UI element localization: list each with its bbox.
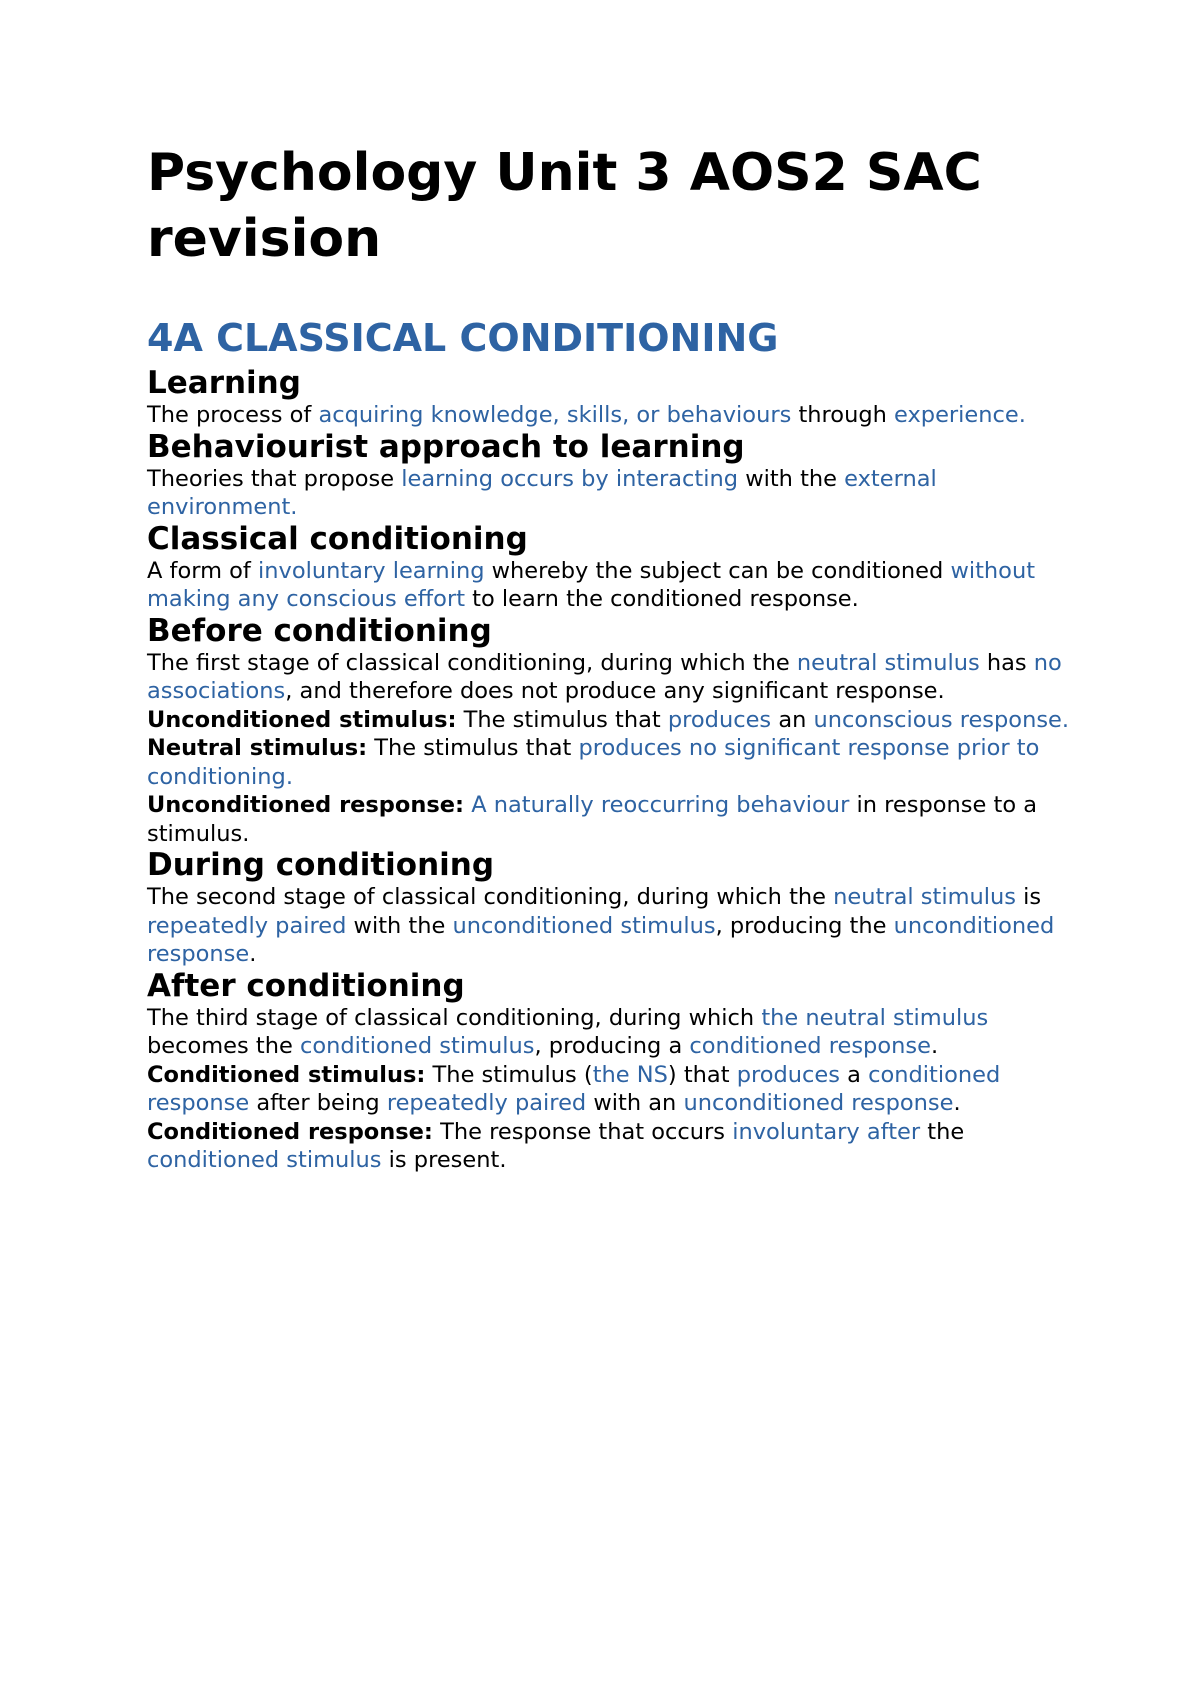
section-heading: Behaviourist approach to learning: [147, 428, 745, 465]
text-run: The stimulus that: [367, 735, 579, 761]
highlighted-term: experience.: [894, 402, 1026, 428]
highlighted-term: learning occurs by interacting: [401, 465, 739, 492]
highlighted-term: repeatedly paired: [386, 1090, 587, 1116]
chapter-heading: 4A CLASSICAL CONDITIONING: [147, 316, 779, 360]
text-run: , and therefore does not produce any significant response.: [285, 678, 945, 704]
section-heading: Before conditioning: [147, 612, 492, 649]
text-run: an: [771, 706, 814, 733]
body-paragraph: [147, 401, 1077, 430]
term-label: Conditioned response:: [147, 1118, 433, 1145]
highlighted-term: conditioned stimulus: [299, 1033, 535, 1059]
text-run: The stimulus (: [425, 1061, 593, 1088]
document-title: Psychology Unit 3 AOS2 SAC revision: [147, 143, 982, 269]
term-label: Unconditioned stimulus:: [147, 706, 457, 733]
text-run: a: [839, 1061, 869, 1088]
text-run: Theories that propose: [147, 465, 402, 492]
highlighted-term: involuntary learning: [258, 557, 485, 584]
section-heading: Learning: [147, 365, 301, 401]
section-heading: Classical conditioning: [147, 520, 528, 557]
text-run: is: [1016, 884, 1042, 910]
text-run: to learn the conditioned response.: [465, 586, 859, 612]
highlighted-term: conditioned stimulus: [147, 1147, 382, 1173]
body-paragraph: [147, 706, 1077, 735]
text-run: through: [791, 402, 895, 428]
highlighted-term: conditioned response: [147, 1061, 1001, 1116]
section-heading: After conditioning: [147, 967, 465, 1004]
highlighted-term: no associations: [147, 649, 1062, 704]
text-run: is present.: [381, 1147, 507, 1173]
text-run: .: [953, 1090, 961, 1116]
text-run: with the: [738, 465, 845, 492]
highlighted-term: neutral stimulus: [796, 649, 980, 676]
highlighted-term: unconditioned response: [147, 912, 1055, 967]
text-run: The third stage of classical conditioning, during which: [147, 1004, 762, 1031]
text-run: A form of: [147, 557, 258, 584]
text-run: with an: [586, 1090, 684, 1116]
highlighted-term: external environment.: [147, 465, 937, 520]
text-run: .: [249, 941, 257, 967]
highlighted-term: produces no significant response prior to conditioning.: [147, 735, 1040, 790]
text-run: after being: [249, 1090, 387, 1116]
text-run: whereby the subject can be conditioned: [484, 557, 951, 584]
body-paragraph: [147, 1004, 1077, 1061]
text-run: the: [920, 1118, 965, 1145]
text-run: with the: [346, 912, 453, 939]
document-body: [147, 140, 1077, 1175]
highlighted-term: repeatedly paired: [147, 912, 347, 939]
highlighted-term: produces: [736, 1061, 840, 1088]
sections-container: [147, 366, 1077, 1175]
highlighted-term: neutral stimulus: [833, 884, 1016, 910]
highlighted-term: conditioned response: [689, 1033, 931, 1059]
text-run: in response to a stimulus.: [147, 792, 1038, 847]
highlighted-term: unconditioned stimulus: [452, 912, 716, 939]
text-run: The response that occurs: [432, 1118, 733, 1145]
highlighted-term: the NS: [592, 1061, 668, 1088]
text-run: The second stage of classical conditioning, during which the: [147, 884, 834, 910]
term-label: Conditioned stimulus:: [147, 1061, 426, 1088]
highlighted-term: produces: [667, 706, 772, 733]
text-run: The process of: [147, 402, 319, 428]
text-run: , producing the: [715, 912, 894, 939]
body-paragraph: [147, 734, 1077, 791]
text-run: The first stage of classical conditioning, during which the: [147, 649, 797, 676]
body-paragraph: [147, 649, 1077, 706]
body-paragraph: [147, 883, 1077, 969]
term-label: Neutral stimulus:: [147, 735, 368, 761]
section-heading: During conditioning: [147, 847, 495, 883]
term-label: Unconditioned response:: [147, 792, 465, 818]
highlighted-term: without making any conscious effort: [147, 557, 1036, 612]
text-run: has: [979, 649, 1034, 676]
body-paragraph: [147, 1061, 1077, 1118]
highlighted-term: acquiring knowledge, skills, or behaviours: [318, 402, 792, 428]
highlighted-term: unconscious response.: [813, 706, 1070, 733]
highlighted-term: A naturally reoccurring behaviour: [471, 792, 850, 818]
body-paragraph: [147, 791, 1077, 848]
text-run: ) that: [667, 1061, 737, 1088]
body-paragraph: [147, 557, 1077, 614]
highlighted-term: unconditioned response: [683, 1090, 954, 1116]
text-run: , producing a: [534, 1033, 690, 1059]
text-run: .: [930, 1033, 939, 1059]
text-run: The stimulus that: [456, 706, 668, 733]
body-paragraph: [147, 1118, 1077, 1175]
text-run: becomes the: [147, 1033, 300, 1059]
highlighted-term: involuntary after: [732, 1118, 921, 1145]
body-paragraph: [147, 465, 1077, 522]
highlighted-term: the neutral stimulus: [761, 1004, 989, 1031]
